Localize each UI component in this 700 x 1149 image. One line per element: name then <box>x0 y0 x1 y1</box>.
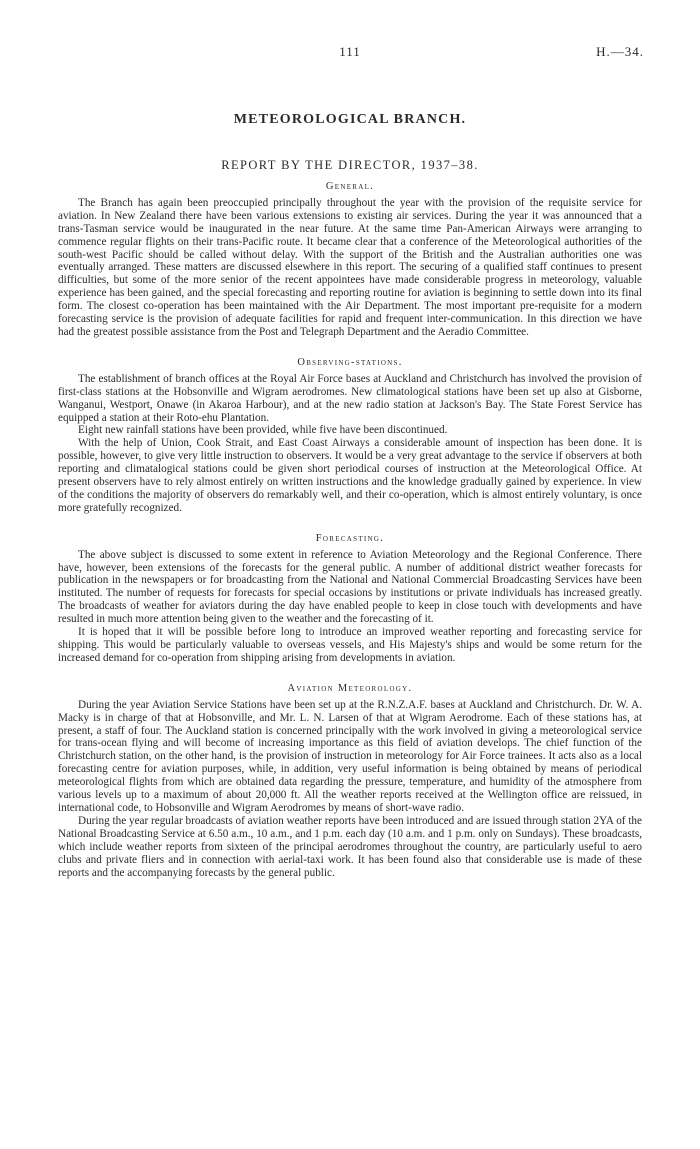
report-title: REPORT BY THE DIRECTOR, 1937–38. <box>221 158 479 172</box>
paragraph: With the help of Union, Cook Strait, and East Coast Airways a considerable amount of inspection has been done. It is possible, however, to give very little instruction to observers. It would be a very great advantage to the service if observers at both reporting and climatalogical stations could be given short periodical courses of instruction at the Meteorological Office. At present observers have to rely almost entirely on written instructions and the knowledge gradually gained by experience. In view of the conditions the majority of observers do remarkably well, and their co-operation, which is almost entirely voluntary, is once more gratefully recognized. <box>58 437 642 514</box>
paragraph: The Branch has again been preoccupied principally throughout the year with the provision of the requisite service for aviation. In New Zealand there have been various extensions to existing air services. During the year it was announced that a trans-Tasman service would be inaugurated in the near future. At the same time Pan-American Airways were arranging to commence regular flights on their trans-Pacific route. It became clear that a conference of the Meteorological authorities of the south-west Pacific should be called without delay. With the support of the British and the Australian authorities one was eventually arranged. These matters are discussed elsewhere in this report. The securing of a qualified staff continues to present difficulties, but some of the more senior of the recent appointees have made considerable progress in meteorology, valuable experience has been gained, and the special forecasting and reporting routine for aviation is beginning to settle down into its final form. The closest co-operation has been maintained with the Air Department. The most important pre-requisite for a modern forecasting service is the provision of adequate facilities for rapid and frequent inter-communication. In this direction we have had the greatest possible assistance from the Post and Telegraph Department and the Aeradio Committee. <box>58 196 642 338</box>
branch-title: METEOROLOGICAL BRANCH. <box>233 112 467 127</box>
section-observing-stations <box>58 357 642 515</box>
section-aviation-meteorology <box>58 683 642 880</box>
paragraph: It is hoped that it will be possible before long to introduce an improved weather reporting and forecasting service for shipping. This would be particularly valuable to overseas vessels, and His Majesty's ships and would be some return for the increased demand for co-operation from shipping arising from developments in aviation. <box>58 626 642 664</box>
section-heading: General. <box>325 181 375 192</box>
section-heading: Observing-stations. <box>297 356 403 368</box>
paragraph: During the year Aviation Service Stations have been set up at the R.N.Z.A.F. bases at Auckland and Christchurch. Dr. W. A. Macky is in charge of that at Hobsonville, and Mr. L. N. Larsen of that at Wigram Aerodrome. Each of these stations has, at present, a staff of four. The Auckland station is concerned principally with the work involved in giving a meteorological service for trans-ocean flying and will become of increasing importance as this field of aviation develops. The chief function of the Christchurch station, on the other hand, is the provision of instruction in meteorology for Air Force trainees. It acts also as a local forecasting centre for aviation purposes, while, in addition, very useful information is being obtained by means of periodical meteorological flights from which are obtained data regarding the pressure, temperature, and humidity of the atmosphere from various levels up to a maximum of about 20,000 ft. All the weather reports received at the Wellington office are reissued, in international code, to Hobsonville and Wigram Aerodromes by means of short-wave radio. <box>58 698 642 814</box>
paragraph: The establishment of branch offices at the Royal Air Force bases at Auckland and Christchurch has involved the provision of first-class stations at the Hobsonville and Wigram aerodromes. New climatological stations have been set up also at Gisborne, Wanganui, Westport, Onawe (in Akaroa Harbour), and at the new radio station at Jackson's Bay. The State Forest Service has equipped a station at their Roto-ehu Plantation. <box>58 372 642 424</box>
section-heading: Aviation Meteorology. <box>287 682 413 694</box>
paragraph: During the year regular broadcasts of aviation weather reports have been introduced and are issued through station 2YA of the National Broadcasting Service at 6.50 a.m., 10 a.m., and 1 p.m. each day (10 a.m. and 1 p.m. only on Sundays). These broadcasts, which include weather reports from sixteen of the principal aerodromes throughout the country, are particularly useful to aero clubs and private fliers and in connection with aerial-taxi work. It has been found also that considerable use is made of these reports and the accompanying forecasts by the general public. <box>58 814 642 879</box>
section-heading: Forecasting. <box>315 532 385 544</box>
paragraph: Eight new rainfall stations have been provided, while five have been discontinued. <box>78 424 448 437</box>
paragraph: The above subject is discussed to some extent in reference to Aviation Meteorology and the Regional Conference. There have, however, been extensions of the forecasts for the general public. A number of additional district weather forecasts for publication in the newspapers or for broadcasting from the National and National Commercial Broadcasting Services have been instituted. The number of requests for forecasts for special occasions by institutions or private individuals has increased greatly. The broadcasts of weather for aviators during the day have enabled people to keep in close touch with developments and have resulted in much more attention being given to the weather and the forecasting of it. <box>58 548 642 626</box>
page-reference: H.—34. <box>596 44 644 59</box>
page-number: 111 <box>339 44 361 59</box>
section-forecasting <box>58 533 642 665</box>
report-body <box>58 181 642 879</box>
section-general <box>58 181 642 339</box>
